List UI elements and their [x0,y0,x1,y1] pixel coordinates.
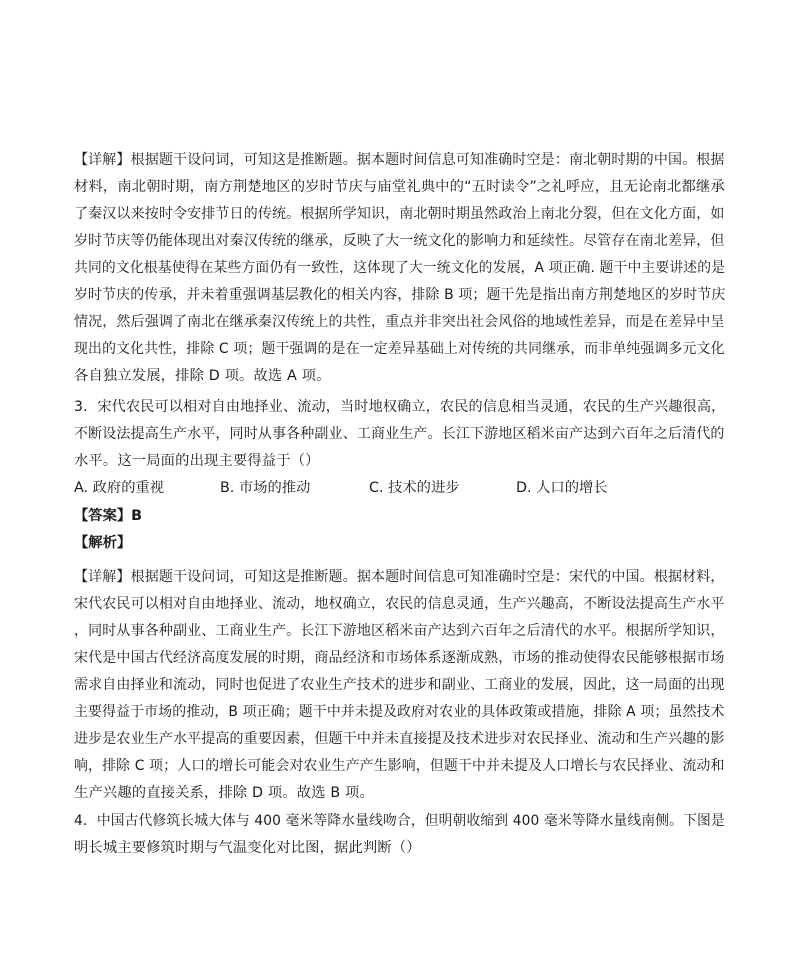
text-line: 生产兴趣的直接关系，排除 D 项。故选 B 项。 [74,785,374,801]
question-text-line: 水平。这一局面的出现主要得益于（） [74,453,320,469]
text-line: 主要得益于市场的推动，B 项正确；题干中并未提及政府对农业的具体政策或措施，排除 A 项；虽然技术 [74,704,725,720]
question-text-line: 不断设法提高生产水平，同时从事各种副业、工商业生产。长江下游地区稻米亩产达到六百年之后清代的 [74,426,725,442]
answer-options [74,478,714,498]
option-d: D. 人口的增长 [516,480,608,496]
text-line: 需求自由择业和流动，同时也促进了农业生产技术的进步和副业、工商业的发展，因此，这一局面的出现 [74,677,725,693]
answer-label: 【答案】B [74,508,143,524]
text-line: 材料，南北朝时期，南方荆楚地区的岁时节庆与庙堂礼典中的“五时读令”之礼呼应，且无论南北都继承 [74,179,725,195]
text-line: 岁时节庆的传承，并未着重强调基层教化的相关内容，排除 B 项；题干先是指出南方荆楚地区的岁时节庆 [74,287,726,303]
text-line: 岁时节庆等仍能体现出对秦汉传统的继承，反映了大一统文化的影响力和延续性。尽管存在南北差异，但 [74,233,725,249]
text-line: 【详解】根据题干设问词，可知这是推断题。据本题时间信息可知准确时空是：宋代的中国。根据材料， [74,569,725,585]
text-line: 情况，然后强调了南北在继承秦汉传统上的共性，重点并非突出社会风俗的地域性差异，而是在差异中呈 [74,314,725,330]
text-line: 共同的文化根基使得在某些方面仍有一致性，这体现了大一统文化的发展，A 项正确. 题干中主要讲述的是 [74,260,726,276]
option-b: B. 市场的推动 [220,480,311,496]
option-c: C. 技术的进步 [369,480,460,496]
text-line: 了秦汉以来按时令安排节日的传统。根据所学知识，南北朝时期虽然政治上南北分裂，但在文化方面，如 [74,206,725,222]
text-line: 【详解】根据题干设问词，可知这是推断题。据本题时间信息可知准确时空是：南北朝时期的中国。根据 [74,152,725,168]
text-line: ，同时从事各种副业、工商业生产。长江下游地区稻米亩产达到六百年之后清代的水平。根据所学知识， [74,623,725,639]
text-line: 现出的文化共性，排除 C 项；题干强调的是在一定差异基础上对传统的共同继承，而非单纯强调多元文化 [74,341,725,357]
option-a: A. 政府的重视 [74,480,165,496]
text-line: 各自独立发展，排除 D 项。故选 A 项。 [74,368,331,384]
question-text-line: 4．中国古代修筑长城大体与 400 毫米等降水量线吻合，但明朝收缩到 400 毫米等降水量线南侧。下图是 [74,813,725,829]
question-text-line: 3．宋代农民可以相对自由地择业、流动，当时地权确立，农民的信息相当灵通，农民的生产兴趣很高， [74,399,726,415]
question-text-line: 明长城主要修筑时期与气温变化对比图，据此判断（） [74,840,421,856]
text-line: 进步是农业生产水平提高的重要因素，但题干中并未直接提及技术进步对农民择业、流动和生产兴趣的影 [74,731,725,747]
analysis-label: 【解析】 [74,535,132,551]
text-line: 宋代农民可以相对自由地择业、流动，地权确立，农民的信息灵通，生产兴趣高，不断设法提高生产水平 [74,596,725,612]
text-line: 响，排除 C 项；人口的增长可能会对农业生产产生影响，但题干中并未提及人口增长与农民择业、流动和 [74,758,725,774]
text-line: 宋代是中国古代经济高度发展的时期，商品经济和市场体系逐渐成熟，市场的推动使得农民能够根据市场 [74,650,725,666]
